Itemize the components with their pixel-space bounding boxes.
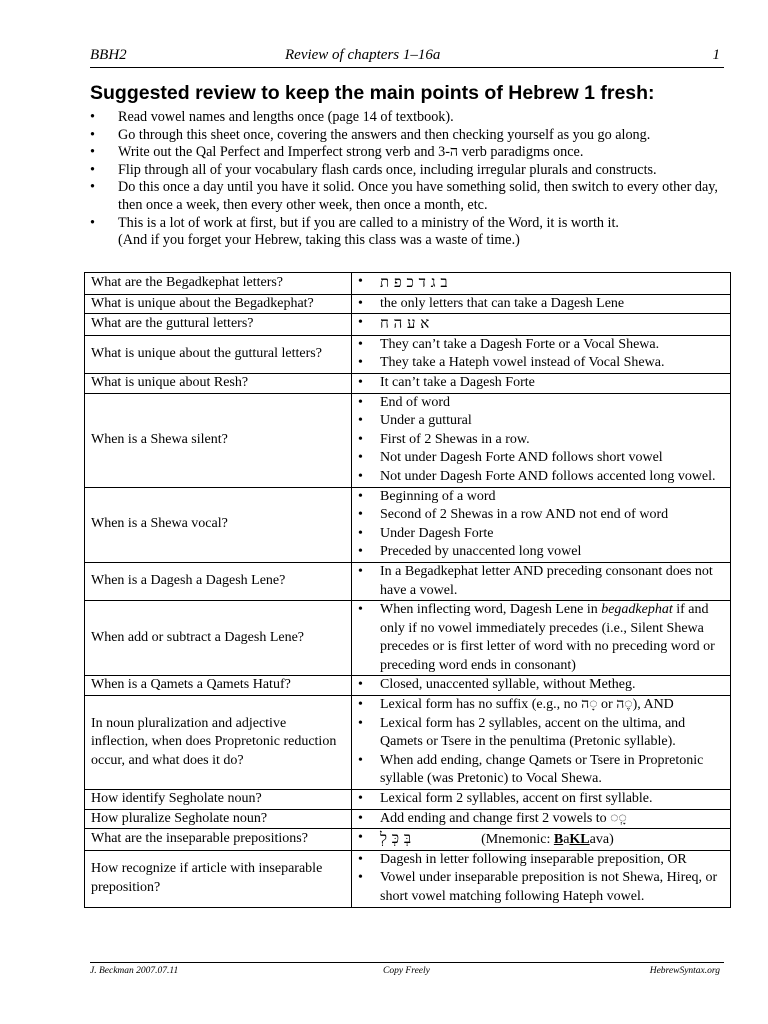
instruction-list [90,109,730,250]
table-row [85,809,731,829]
answer-cell [352,373,731,393]
answer-cell [352,294,731,314]
answer-cell [352,273,731,295]
instruction-text: This is a lot of work at first, but if you are called to a ministry of the Word, it is worth it. [118,214,619,231]
table-row [85,696,731,790]
question-cell: When is a Shewa silent? [85,393,352,487]
table-row [85,850,731,907]
question-cell: How pluralize Segholate noun? [85,809,352,829]
answer-text-pre: When inflecting word, Dagesh Lene in [380,602,602,618]
answer-item: • Not under Dagesh Forte AND follows short vowel [358,449,726,468]
table-row [85,829,731,851]
table-row [85,273,731,295]
answer-item: • In a Begadkephat letter AND preceding consonant does not have a vowel. [358,563,726,600]
instruction-item: • Flip through all of your vocabulary flash cards once, including irregular plurals and constructs. [90,162,730,180]
table-row [85,487,731,562]
question-cell: When is a Shewa vocal? [85,487,352,562]
table-row [85,335,731,373]
question-cell: When is a Qamets a Qamets Hatuf? [85,676,352,696]
table-row [85,601,731,676]
question-cell: What is unique about the guttural letters? [85,335,352,373]
instruction-item: • Read vowel names and lengths once (page 14 of textbook). [90,109,730,127]
table-row [85,294,731,314]
answer-item: • Dagesh in letter following inseparable preposition, OR [358,851,726,870]
answer-text-emphasis: begadkephat [601,602,673,618]
mnemonic [411,832,614,847]
answer-item: • Lexical form has 2 syllables, accent on the ultima, and Qamets or Tsere in the penultima (Pretonic syllable). [358,715,726,752]
answer-cell [352,829,731,851]
hebrew-letters: ב ג ד כ פ ת [380,273,448,291]
mnemonic-close: ava) [589,832,614,848]
table-row [85,562,731,600]
answer-cell [352,562,731,600]
answer-item: • Lexical form has no suffix (e.g., no ה◌ָ or ה◌ֶ), AND [358,696,726,715]
question-cell: What is unique about Resh? [85,373,352,393]
answer-item [358,601,726,675]
answer-item: • Under a guttural [358,412,726,431]
table-row [85,373,731,393]
answer-cell [352,601,731,676]
answer-item: • Lexical form 2 syllables, accent on first syllable. [358,790,726,809]
page-header [90,47,724,68]
answer-cell [352,676,731,696]
answer-cell [352,809,731,829]
instruction-note: (And if you forget your Hebrew, taking this class was a waste of time.) [118,232,520,249]
answer-item: • Beginning of a word [358,488,726,507]
instruction-item [90,215,730,250]
mnemonic-open: (Mnemonic: [481,832,554,848]
answer-item: • When add ending, change Qamets or Tsere in Propretonic syllable (was Pretonic) to Vocal Shewa. [358,752,726,789]
answer-cell [352,696,731,790]
answer-item: • Closed, unaccented syllable, without Metheg. [358,676,726,695]
answer-cell [352,335,731,373]
answer-item: • End of word [358,394,726,413]
answer-item: • It can’t take a Dagesh Forte [358,374,726,393]
header-subtitle: Review of chapters 1–16a [285,47,441,63]
question-cell: How identify Segholate noun? [85,790,352,810]
table-row [85,790,731,810]
answer-cell [352,314,731,336]
question-cell: What is unique about the Begadkephat? [85,294,352,314]
page-title: Suggested review to keep the main points of Hebrew 1 fresh: [90,82,655,104]
answer-item: • Vowel under inseparable preposition is not Shewa, Hireq, or short vowel matching following Hateph vowel. [358,869,726,906]
answer-item: • Add ending and change first 2 vowels to ◌ְ◌ָ [358,810,726,829]
table-row [85,393,731,487]
question-cell: How recognize if article with inseparable preposition? [85,850,352,907]
answer-item: • Not under Dagesh Forte AND follows accented long vowel. [358,468,726,487]
question-cell: In noun pluralization and adjective inflection, when does Propretonic reduction occur, and what does it do? [85,696,352,790]
answer-text-post: if and only if no vowel immediately precedes (i.e., Silent Shewa precedes or is first letter of word with no preceding word or preceding word ends in consonant) [380,602,715,673]
answer-cell [352,487,731,562]
answer-item: • They can’t take a Dagesh Forte or a Vocal Shewa. [358,336,726,355]
question-cell: What are the guttural letters? [85,314,352,336]
footer-license: Copy Freely [383,966,430,976]
instruction-item: • Go through this sheet once, covering the answers and then checking yourself as you go along. [90,127,730,145]
answer-item: • the only letters that can take a Dagesh Lene [358,295,726,314]
review-table [84,272,731,908]
question-cell: When is a Dagesh a Dagesh Lene? [85,562,352,600]
question-cell: What are the Begadkephat letters? [85,273,352,295]
hebrew-letters: א ע ה ח [380,314,430,333]
table-row [85,676,731,696]
question-cell: What are the inseparable prepositions? [85,829,352,851]
footer-website: HebrewSyntax.org [649,966,720,976]
answer-item [358,273,726,294]
table-row [85,314,731,336]
answer-item [358,829,726,850]
answer-cell [352,393,731,487]
instruction-item: • Do this once a day until you have it solid. Once you have something solid, then switch to every other day, then once a week, then every other week, then once a month, etc. [90,179,730,214]
answer-item [358,314,726,335]
answer-item: • They take a Hateph vowel instead of Vocal Shewa. [358,354,726,373]
answer-cell [352,850,731,907]
mnemonic-a: a [563,832,570,848]
hebrew-prepositions: בְּ כְּ לְ [380,829,412,848]
header-course: BBH2 [90,47,127,63]
answer-item: • Preceded by unaccented long vowel [358,543,726,562]
mnemonic-kl: KL [569,832,590,848]
page-footer [90,962,724,976]
footer-author: J. Beckman 2007.07.11 [90,966,179,976]
header-page-number: 1 [712,47,720,63]
answer-item: • Under Dagesh Forte [358,525,726,544]
mnemonic-b: B [553,832,564,848]
answer-item: • Second of 2 Shewas in a row AND not end of word [358,506,726,525]
answer-item: • First of 2 Shewas in a row. [358,431,726,450]
question-cell: When add or subtract a Dagesh Lene? [85,601,352,676]
answer-cell [352,790,731,810]
instruction-item: • Write out the Qal Perfect and Imperfect strong verb and 3-ה verb paradigms once. [90,144,730,162]
